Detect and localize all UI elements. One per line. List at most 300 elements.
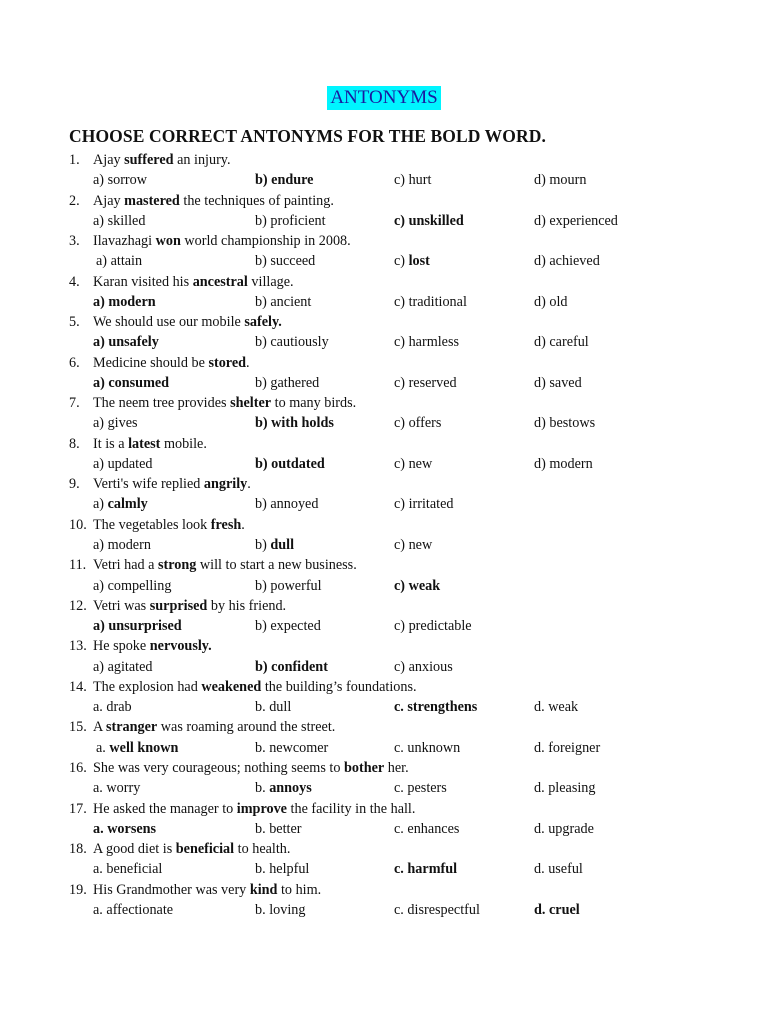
option-text: consumed (108, 374, 170, 391)
stem-text: village. (247, 273, 294, 290)
bold-word: stranger (106, 719, 158, 736)
bold-word: bother (344, 759, 385, 776)
option-letter: b) (255, 172, 272, 189)
bold-word: latest (128, 435, 161, 452)
bold-word: nervously. (149, 638, 212, 655)
stem-text: Vetri was (93, 597, 150, 614)
question-stem (93, 353, 250, 373)
option (534, 697, 578, 717)
option-letter: b) (255, 455, 272, 472)
bold-word: shelter (230, 395, 272, 412)
option-text: offers (408, 415, 442, 432)
option (93, 413, 138, 433)
option-letter: b. (255, 820, 270, 837)
stem-text: her. (384, 759, 409, 776)
question-number: 11. (69, 557, 87, 574)
option-text: weak (548, 699, 579, 716)
option-text: drab (106, 699, 132, 716)
option-text: worsens (107, 820, 157, 837)
option (534, 859, 583, 879)
question-number: 15. (69, 719, 87, 736)
answer-option (255, 454, 325, 474)
option (93, 778, 140, 798)
option (534, 413, 595, 433)
answer-option (534, 900, 580, 920)
option-text: modern (549, 455, 593, 472)
options-row (0, 859, 768, 879)
option-letter: d) (534, 253, 550, 270)
option-text: foreigner (548, 739, 601, 756)
option (394, 373, 457, 393)
question-row (0, 515, 768, 535)
question-row (0, 717, 768, 737)
option-text: gathered (270, 374, 320, 391)
option-letter: b) (255, 253, 271, 270)
options-row (0, 413, 768, 433)
stem-text: The explosion had (93, 678, 202, 695)
answer-option (255, 535, 294, 555)
option (255, 697, 291, 717)
option (534, 332, 589, 352)
option-text: worry (106, 780, 141, 797)
option-letter: a. (93, 861, 107, 878)
option-text: cruel (548, 901, 580, 918)
option (93, 900, 173, 920)
option-letter: a) (93, 293, 109, 310)
option-letter: b. (255, 901, 270, 918)
option-letter: c) (394, 618, 409, 635)
option-text: newcomer (269, 739, 329, 756)
answer-option (93, 738, 178, 758)
option (93, 170, 147, 190)
stem-text: A good diet is (93, 841, 176, 858)
stem-text: an injury. (173, 152, 231, 168)
bold-word: improve (236, 800, 287, 817)
stem-text: to him. (277, 881, 322, 898)
options-row (0, 292, 768, 312)
option-letter: a) (93, 212, 108, 229)
option-letter: b) (255, 577, 271, 594)
option (93, 657, 152, 677)
option-text: modern (108, 293, 156, 310)
question-stem (93, 231, 351, 251)
option-text: compelling (107, 577, 172, 594)
option-letter: a) (93, 496, 108, 513)
option-letter: d) (534, 334, 550, 351)
option-letter: b) (255, 374, 271, 391)
answer-option (93, 494, 148, 514)
option-letter: c. (394, 820, 408, 837)
option-text: pleasing (548, 780, 596, 797)
question-row (0, 636, 768, 656)
option (394, 819, 459, 839)
option-letter: c. (394, 739, 408, 756)
stem-text: His Grandmother was very (93, 881, 250, 898)
option-letter: d. (534, 780, 549, 797)
stem-text: mobile. (160, 435, 207, 452)
option-letter: b) (255, 618, 271, 635)
stem-text: Karan visited his (93, 273, 193, 290)
stem-text: . (247, 476, 251, 493)
option-text: hurt (408, 172, 432, 189)
option (93, 576, 171, 596)
question-number: 19. (69, 881, 87, 898)
bold-word: kind (249, 881, 278, 898)
title-container (0, 86, 768, 110)
option (534, 819, 594, 839)
stem-text: He spoke (93, 638, 150, 655)
stem-text: . (246, 354, 250, 371)
question-row (0, 596, 768, 616)
question-list (0, 150, 768, 920)
option (93, 697, 132, 717)
question-row (0, 839, 768, 859)
stem-text: Verti's wife replied (93, 476, 204, 493)
option-letter: b) (255, 658, 272, 675)
question-number: 14. (69, 678, 87, 695)
stem-text: to many birds. (271, 395, 357, 412)
option-text: new (408, 455, 433, 472)
option-letter: a. (93, 699, 107, 716)
stem-text: to health. (234, 841, 291, 858)
stem-text: We should use our mobile (93, 314, 245, 331)
option-letter: d) (534, 172, 550, 189)
option (255, 859, 309, 879)
option-text: powerful (270, 577, 322, 594)
stem-text: A (93, 719, 107, 736)
option-letter: c) (394, 658, 409, 675)
question-number: 6. (69, 354, 80, 371)
option-text: modern (107, 536, 151, 553)
option-letter: b. (255, 861, 270, 878)
question-number: 10. (69, 516, 87, 533)
option-text: old (549, 293, 568, 310)
answer-option (93, 819, 156, 839)
stem-text: Ilavazhagi (93, 233, 156, 250)
option-text: annoyed (270, 496, 319, 513)
option-letter: b) (255, 334, 271, 351)
option-text: experienced (549, 212, 618, 229)
option (255, 373, 319, 393)
option-text: strengthens (407, 699, 478, 716)
bold-word: mastered (124, 192, 180, 209)
instruction-heading: CHOOSE CORRECT ANTONYMS FOR THE BOLD WORD. (69, 126, 546, 146)
option-letter: a) (93, 618, 109, 635)
question-stem (93, 596, 286, 616)
option-letter: c) (394, 253, 409, 270)
question-number: 9. (69, 476, 80, 493)
option-text: irritated (408, 496, 454, 513)
option-text: useful (548, 861, 583, 878)
options-row (0, 900, 768, 920)
option (534, 738, 600, 758)
option (394, 413, 441, 433)
question-stem (93, 393, 356, 413)
option-text: outdated (271, 455, 325, 472)
stem-text: Medicine should be (93, 354, 209, 371)
option (394, 292, 467, 312)
option-letter: a. (93, 780, 107, 797)
option (93, 251, 142, 271)
options-row (0, 251, 768, 271)
answer-option (255, 778, 312, 798)
option-letter: d. (534, 820, 549, 837)
question-row (0, 758, 768, 778)
bold-word: strong (158, 557, 197, 574)
option-text: weak (408, 577, 441, 594)
option-letter: a) (93, 415, 108, 432)
option-text: better (269, 820, 302, 837)
option-letter: a) (93, 455, 108, 472)
option-letter: a) (93, 334, 109, 351)
option (534, 454, 593, 474)
option (394, 170, 431, 190)
answer-option (394, 211, 464, 231)
answer-option (394, 251, 430, 271)
option (93, 454, 153, 474)
stem-text: . (241, 516, 245, 533)
question-stem (93, 312, 282, 332)
question-number: 4. (69, 273, 80, 290)
option (255, 292, 311, 312)
option-text: careful (549, 334, 589, 351)
question-row (0, 880, 768, 900)
option-text: dull (269, 699, 292, 716)
option (394, 738, 460, 758)
option-text: new (408, 536, 433, 553)
bold-word: suffered (124, 152, 174, 168)
option-letter: a. (93, 901, 107, 918)
option (394, 454, 432, 474)
option-letter: c) (394, 536, 409, 553)
option-text: unskilled (408, 212, 464, 229)
option (255, 616, 321, 636)
bold-word: surprised (149, 597, 208, 614)
option (534, 211, 618, 231)
option (534, 251, 600, 271)
question-stem (93, 555, 357, 575)
option (93, 211, 145, 231)
option-text: ancient (270, 293, 312, 310)
option (534, 292, 568, 312)
question-row (0, 231, 768, 251)
option-text: unknown (407, 739, 461, 756)
question-stem (93, 474, 251, 494)
option (394, 616, 472, 636)
option-letter: c. (394, 699, 408, 716)
option-letter: a. (96, 739, 110, 756)
question-stem (93, 150, 231, 170)
bold-word: fresh (210, 516, 242, 533)
option-text: updated (107, 455, 153, 472)
question-stem (93, 272, 294, 292)
option-text: agitated (107, 658, 153, 675)
option-letter: c) (394, 212, 409, 229)
option-letter: c. (394, 861, 408, 878)
stem-text: by his friend. (207, 597, 287, 614)
option-text: achieved (549, 253, 600, 270)
question-stem (93, 758, 409, 778)
option (255, 211, 326, 231)
option-text: lost (408, 253, 430, 270)
option-letter: b) (255, 496, 271, 513)
question-number: 18. (69, 841, 87, 858)
option-letter: b) (255, 293, 271, 310)
stem-text: It is a (93, 435, 129, 452)
option-text: confident (271, 658, 328, 675)
option (93, 859, 162, 879)
option-letter: b. (255, 739, 270, 756)
option-text: attain (110, 253, 143, 270)
stem-text: The neem tree provides (93, 395, 231, 412)
option-text: saved (549, 374, 582, 391)
options-row (0, 211, 768, 231)
answer-option (394, 576, 440, 596)
option-text: harmless (408, 334, 460, 351)
option-text: succeed (270, 253, 316, 270)
option-letter: c) (394, 374, 409, 391)
option-text: pesters (407, 780, 447, 797)
option-letter: a) (93, 577, 108, 594)
option-letter: c. (394, 780, 408, 797)
question-number: 3. (69, 233, 80, 250)
option (394, 494, 453, 514)
option-text: upgrade (548, 820, 594, 837)
question-stem (93, 191, 334, 211)
option-letter: a) (93, 172, 108, 189)
option-letter: d. (534, 901, 549, 918)
option-letter: b) (255, 415, 272, 432)
question-stem (93, 717, 335, 737)
option (255, 251, 315, 271)
options-row (0, 454, 768, 474)
option-text: proficient (270, 212, 326, 229)
stem-text: the techniques of painting. (179, 192, 334, 209)
options-row (0, 616, 768, 636)
page-title: ANTONYMS (327, 86, 440, 110)
bold-word: stored (208, 354, 247, 371)
options-row (0, 332, 768, 352)
answer-option (394, 859, 457, 879)
option-letter: c) (394, 172, 409, 189)
option-text: endure (271, 172, 314, 189)
question-stem (93, 880, 321, 900)
option-letter: d. (534, 699, 549, 716)
option (255, 738, 328, 758)
question-row (0, 677, 768, 697)
option (394, 900, 480, 920)
bold-word: beneficial (175, 841, 235, 858)
question-row (0, 312, 768, 332)
option-letter: d. (534, 861, 549, 878)
question-number: 8. (69, 435, 80, 452)
options-row (0, 697, 768, 717)
option-text: cautiously (270, 334, 329, 351)
question-row (0, 474, 768, 494)
options-row (0, 576, 768, 596)
options-row (0, 170, 768, 190)
option-letter: d) (534, 212, 550, 229)
option-text: sorrow (107, 172, 147, 189)
option-letter: c) (394, 577, 409, 594)
answer-option (93, 332, 159, 352)
stem-text: She was very courageous; nothing seems to (93, 759, 344, 776)
option (394, 657, 453, 677)
bold-word: angrily (203, 476, 248, 493)
option-letter: b. (255, 699, 270, 716)
option-letter: a) (93, 374, 109, 391)
question-stem (93, 434, 207, 454)
option (255, 332, 329, 352)
question-stem (93, 677, 417, 697)
question-number: 12. (69, 597, 87, 614)
option-text: mourn (549, 172, 587, 189)
option (93, 535, 151, 555)
option-text: anxious (408, 658, 453, 675)
option-text: annoys (269, 780, 312, 797)
option-letter: b) (255, 212, 271, 229)
stem-text: The vegetables look (93, 516, 211, 533)
answer-option (93, 373, 169, 393)
bold-word: won (155, 233, 181, 250)
option-text: reserved (408, 374, 457, 391)
option (255, 576, 322, 596)
bold-word: ancestral (192, 273, 248, 290)
question-row (0, 353, 768, 373)
options-row (0, 819, 768, 839)
option-letter: a. (93, 820, 108, 837)
question-number: 1. (69, 152, 80, 168)
question-row (0, 434, 768, 454)
answer-option (93, 616, 182, 636)
option (534, 778, 595, 798)
option-letter: d) (534, 293, 550, 310)
option-text: unsafely (108, 334, 159, 351)
option-text: affectionate (106, 901, 174, 918)
option (394, 332, 459, 352)
option-text: bestows (549, 415, 596, 432)
option-text: disrespectful (407, 901, 480, 918)
question-row (0, 272, 768, 292)
option (255, 494, 318, 514)
option (255, 819, 301, 839)
question-number: 17. (69, 800, 87, 817)
option-text: helpful (269, 861, 310, 878)
question-row (0, 799, 768, 819)
stem-text: Vetri had a (93, 557, 158, 574)
option-text: predictable (408, 618, 472, 635)
options-row (0, 738, 768, 758)
option-text: skilled (107, 212, 146, 229)
question-stem (93, 799, 415, 819)
option-text: traditional (408, 293, 467, 310)
options-row (0, 373, 768, 393)
question-row (0, 555, 768, 575)
answer-option (394, 697, 477, 717)
option (394, 778, 447, 798)
option (394, 535, 432, 555)
question-row (0, 191, 768, 211)
option (255, 900, 305, 920)
question-number: 13. (69, 638, 87, 655)
option-text: gives (107, 415, 138, 432)
option-letter: d) (534, 374, 550, 391)
question-row (0, 150, 768, 170)
option-text: harmful (407, 861, 458, 878)
stem-text: the facility in the hall. (286, 800, 416, 817)
option (534, 373, 582, 393)
option-letter: d) (534, 415, 550, 432)
